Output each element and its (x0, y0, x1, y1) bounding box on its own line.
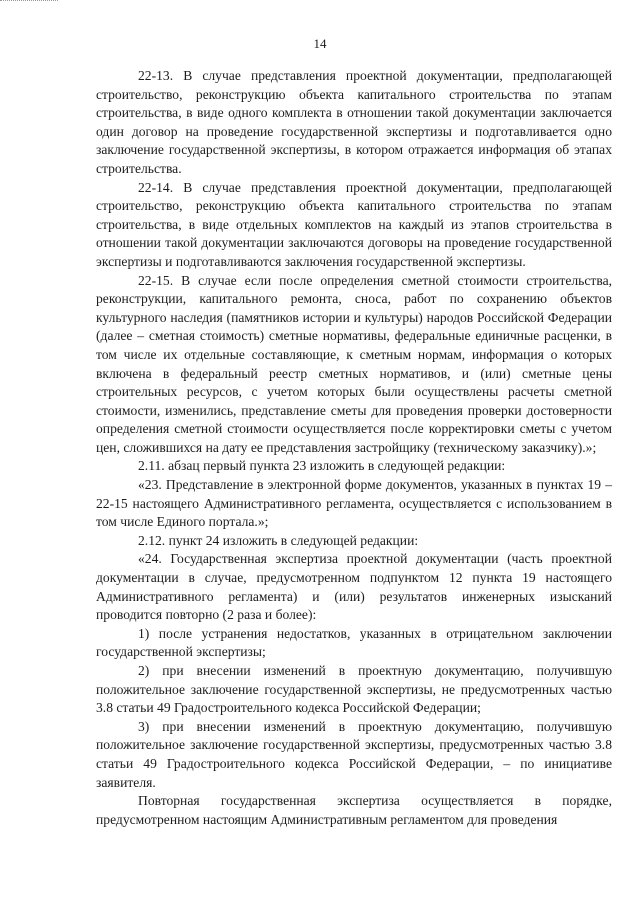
list-item-2: 2) при внесении изменений в проектную документацию, получившую положительное заключение государственной экспертизы, не предусмотренных частью 3.8 статьи 49 Градостроительного кодекса Российской Федерации; (96, 663, 612, 716)
list-item-3: 3) при внесении изменений в проектную документацию, получившую положительное заключение государственной экспертизы, предусмотренных частью 3.8 статьи 49 Градостроительного кодекса Российской Федерации, – по инициативе заявителя. (96, 718, 612, 790)
scan-edge-mark (0, 0, 58, 3)
paragraph-repeat-expertise: Повторная государственная экспертиза осуществляется в порядке, предусмотренном настоящим Административным регламентом для проведения (96, 793, 612, 827)
list-item-1: 1) после устранения недостатков, указанных в отрицательном заключении государственной экспертизы; (96, 625, 612, 660)
paragraph-22-15: 22-15. В случае если после определения сметной стоимости строительства, реконструкции, капитального ремонта, сноса, работ по сохранению объектов культурного наследия (памятников истории и культуры) народов Российской Федерации (далее – сметная стоимость) сметные нормативы, федеральные единичные расценки, в том числе их отдельные составляющие, к сметным нормам, информация о которых включена в федеральный реестр сметных нормативов, и (или) сметные цены строительных ресурсов, с учетом которых были осуществлены расчеты сметной стоимости, изменились, представление сметы для проведения проверки достоверности определения сметной стоимости осуществляется после корректировки сметы с учетом цен, сложившихся на дату ее представления застройщику (техническому заказчику).»; (96, 272, 612, 455)
paragraph-22-14: 22-14. В случае представления проектной документации, предполагающей строительство, реконструкцию объекта капитального строительства по этапам строительства, в виде отдельных комплектов на каждый из этапов строительства в отношении такой документации заключаются договоры на проведение государственной экспертизы и подготавливаются заключения государственной экспертизы. (96, 179, 612, 269)
paragraph-22-13: 22-13. В случае представления проектной документации, предполагающей строительство, реконструкцию объекта капитального строительства по этапам строительства, в виде одного комплекта в отношении такой документации заключается один договор на проведение государственной экспертизы и подготавливается одно заключение государственной экспертизы, в котором отражается информация об этапах строительства. (96, 68, 612, 176)
document-body (96, 67, 612, 829)
paragraph-24: «24. Государственная экспертиза проектной документации (часть проектной документации в случае, предусмотренном подпунктом 12 пункта 19 настоящего Административного регламента) и (или) результатов инженерных изысканий проводится повторно (2 раза и более): (96, 551, 612, 623)
page-number: 14 (313, 36, 327, 51)
paragraph-2-11: 2.11. абзац первый пункта 23 изложить в следующей редакции: (138, 458, 506, 474)
paragraph-2-12: 2.12. пункт 24 изложить в следующей редакции: (138, 532, 419, 548)
paragraph-23: «23. Представление в электронной форме документов, указанных в пунктах 19 – 22-15 настоящего Административного регламента, осуществляется с использованием в том числе Единого портала.»; (96, 477, 612, 530)
